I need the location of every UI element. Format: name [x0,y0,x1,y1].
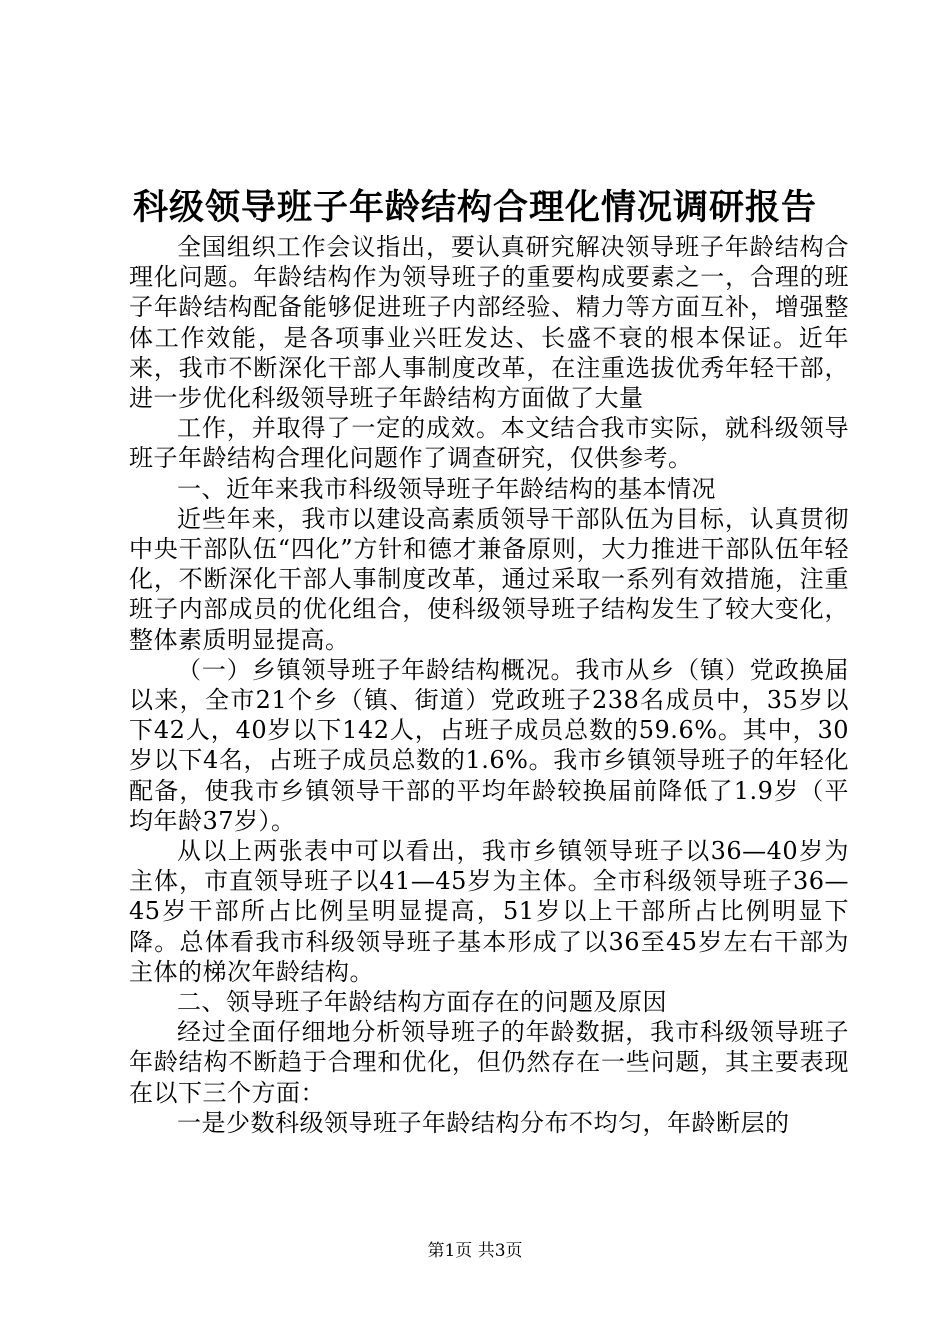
document-title: 科级领导班子年龄结构合理化情况调研报告 [132,187,817,228]
paragraph-section-1-overview: 近些年来，我市以建设高素质领导干部队伍为目标，认真贯彻中央干部队伍“四化”方针和德才兼备原则，大力推进干部队伍年轻化，不断深化干部人事制度改革，通过采取一系列有效措施，注重班子内部成员的优化组合，使科级领导班子结构发生了较大变化，整体素质明显提高。 [129,504,849,654]
page-number: 第1页 共3页 [427,1241,523,1261]
paragraph-problem-1: 一是少数科级领导班子年龄结构分布不均匀，年龄断层的 [177,1108,790,1137]
paragraph-township-overview: （一）乡镇领导班子年龄结构概况。我市从乡（镇）党政换届以来，全市21个乡（镇、街道）党政班子238名成员中，35岁以下42人，40岁以下142人，占班子成员总数的59.6%。其中，30岁以下4名，占班子成员总数的1.6%。我市乡镇领导班子的年轻化配备，使我市乡镇领导干部的平均年龄较换届前降低了1.9岁（平均年龄37岁）。 [129,655,849,835]
paragraph-intro: 全国组织工作会议指出，要认真研究解决领导班子年龄结构合理化问题。年龄结构作为领导班子的重要构成要素之一，合理的班子年龄结构配备能够促进班子内部经验、精力等方面互补，增强整体工作效能，是各项事业兴旺发达、长盛不衰的根本保证。近年来，我市不断深化干部人事制度改革，在注重选拔优秀年轻干部，进一步优化科级领导班子年龄结构方面做了大量 [129,233,849,413]
paragraph-table-summary: 从以上两张表中可以看出，我市乡镇领导班子以36—40岁为主体，市直领导班子以41—45岁为主体。全市科级领导班子36—45岁干部所占比例呈明显提高，51岁以上干部所占比例明显下降。总体看我市科级领导班子基本形成了以36至45岁左右干部为主体的梯次年龄结构。 [129,837,849,986]
document-body [129,232,849,1138]
section-heading-1: 一、近年来我市科级领导班子年龄结构的基本情况 [177,474,716,503]
paragraph-problems-intro: 经过全面仔细地分析领导班子的年龄数据，我市科级领导班子年龄结构不断趋于合理和优化，但仍然存在一些问题，其主要表现在以下三个方面： [129,1018,849,1107]
section-heading-2: 二、领导班子年龄结构方面存在的问题及原因 [177,988,667,1017]
paragraph-intro-continued: 工作，并取得了一定的成效。本文结合我市实际，就科级领导班子年龄结构合理化问题作了调查研究，仅供参考。 [129,414,849,473]
